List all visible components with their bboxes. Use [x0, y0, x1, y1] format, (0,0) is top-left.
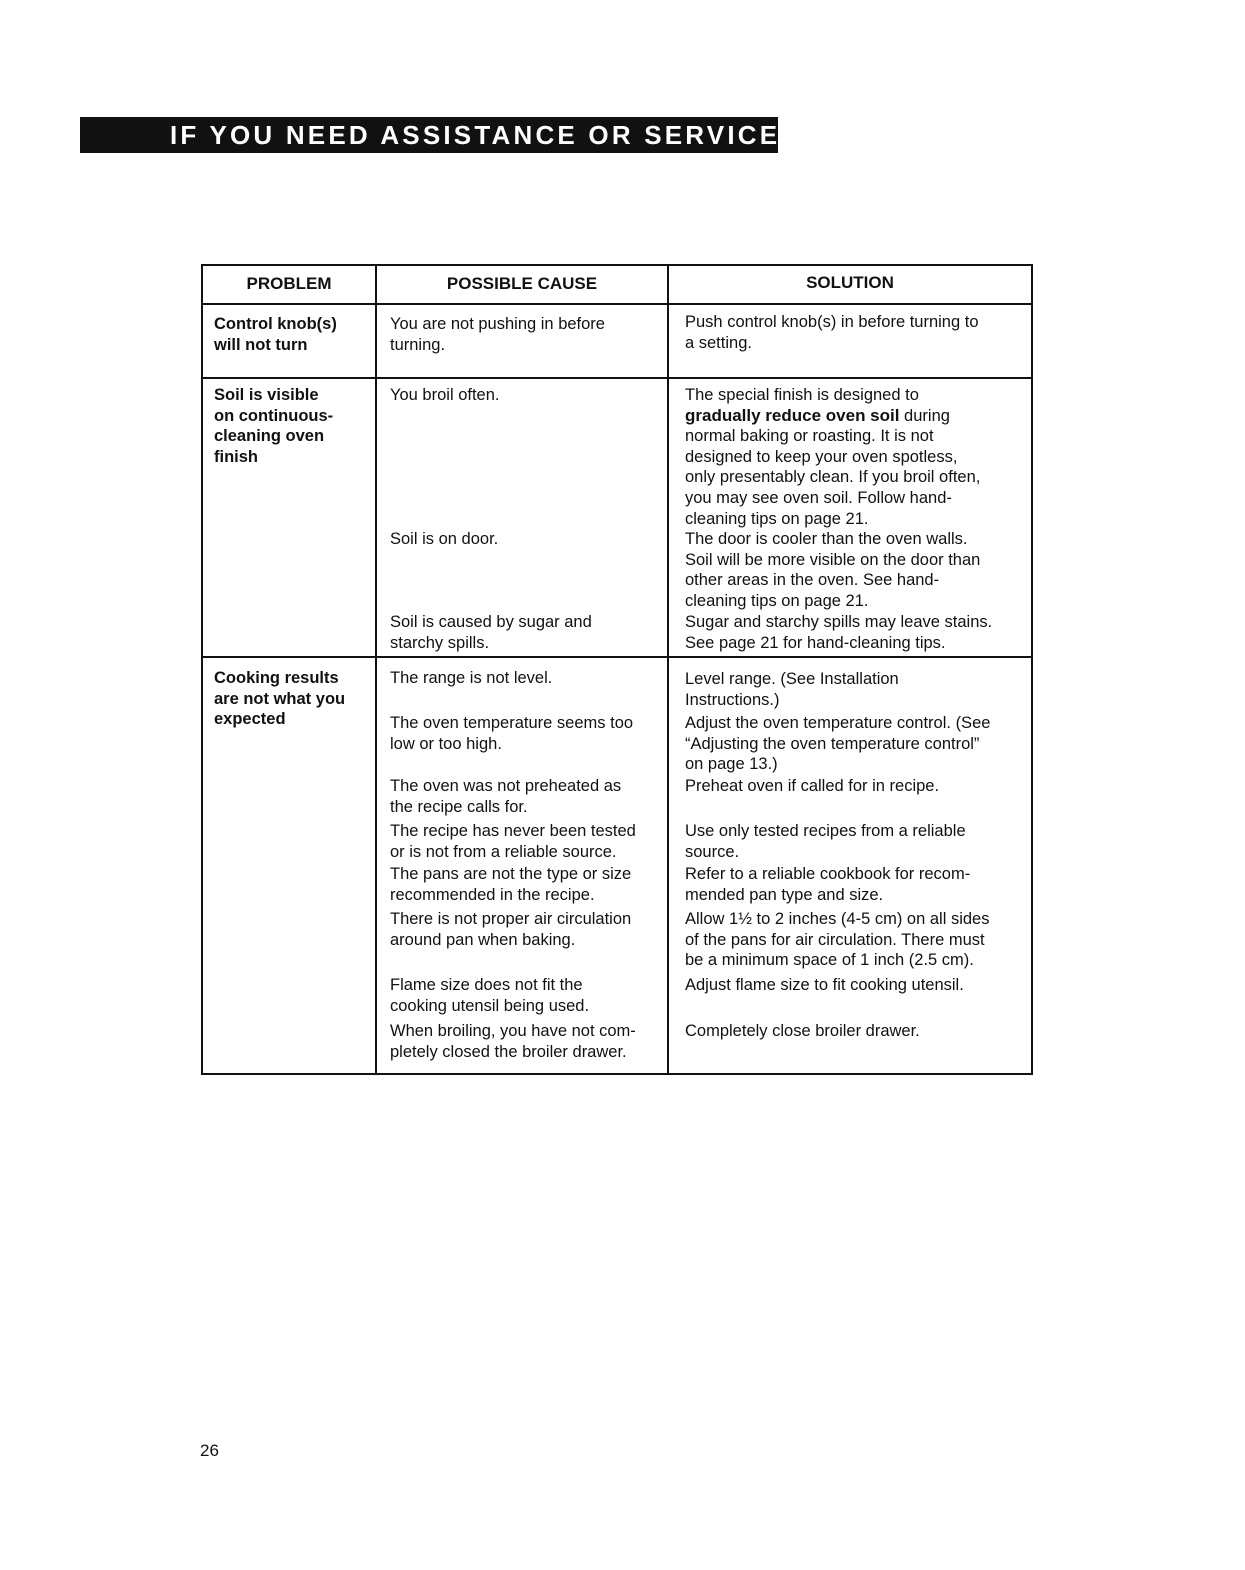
cause-text: The recipe has never been tested or is not from a reliable source.: [390, 822, 636, 861]
table-border-top: [201, 264, 1033, 266]
header-possible-cause: POSSIBLE CAUSE: [446, 274, 598, 293]
cause-text: You broil often.: [390, 386, 500, 404]
table-border-bottom: [201, 1073, 1033, 1075]
cause-text: Soil is on door.: [390, 530, 499, 548]
solution-text: Push control knob(s) in before turning to a setting.: [685, 313, 979, 352]
solution-text: Adjust flame size to fit cooking utensil.: [685, 976, 964, 994]
solution-text: The special finish is designed to gradually reduce oven soil during normal baking or roasting. It is not designed to keep your oven spotless, only presentably clean. If you broil often, you may see oven soil. Follow hand- cleaning tips on page 21.: [685, 386, 981, 528]
problem-cell: Control knob(s) will not turn: [214, 315, 337, 354]
page-number: 26: [200, 1441, 219, 1460]
problem-cell: Cooking results are not what you expected: [214, 669, 346, 729]
cause-text: The pans are not the type or size recommended in the recipe.: [390, 865, 632, 904]
solution-text: Refer to a reliable cookbook for recom- mended pan type and size.: [685, 865, 971, 904]
header-divider: [201, 303, 1033, 305]
solution-text: Sugar and starchy spills may leave stains. See page 21 for hand-cleaning tips.: [685, 613, 993, 652]
solution-text: Adjust the oven temperature control. (See “Adjusting the oven temperature control” on page 13.): [685, 714, 991, 774]
solution-text: Level range. (See Installation Instructions.): [685, 670, 899, 709]
row-divider-1: [201, 377, 1033, 379]
row-divider-2: [201, 656, 1033, 658]
solution-text: Completely close broiler drawer.: [685, 1022, 920, 1040]
cause-text: Soil is caused by sugar and starchy spills.: [390, 613, 592, 652]
table-border-right: [1031, 264, 1033, 1075]
column-divider-2: [667, 264, 669, 1075]
cause-text: The oven was not preheated as the recipe calls for.: [390, 777, 622, 816]
solution-text: Preheat oven if called for in recipe.: [685, 777, 940, 795]
header-solution: SOLUTION: [806, 273, 894, 292]
problem-cell: Soil is visible on continuous- cleaning oven finish: [214, 386, 334, 466]
cause-text: When broiling, you have not com- pletely closed the broiler drawer.: [390, 1022, 636, 1061]
section-banner: IF YOU NEED ASSISTANCE OR SERVICE: [80, 117, 778, 153]
cause-text: There is not proper air circulation around pan when baking.: [390, 910, 632, 949]
column-divider-1: [375, 264, 377, 1075]
solution-text: Allow 1½ to 2 inches (4-5 cm) on all sides of the pans for air circulation. There must be a minimum space of 1 inch (2.5 cm).: [685, 910, 990, 970]
table-border-left: [201, 264, 203, 1075]
cause-text: The range is not level.: [390, 669, 553, 687]
solution-text: The door is cooler than the oven walls. Soil will be more visible on the door than other areas in the oven. See hand- cleaning tips on page 21.: [685, 530, 981, 610]
cause-text: Flame size does not fit the cooking utensil being used.: [390, 976, 590, 1015]
cause-text: The oven temperature seems too low or too high.: [390, 714, 634, 753]
cause-text: You are not pushing in before turning.: [390, 315, 605, 354]
header-problem: PROBLEM: [246, 274, 332, 293]
solution-text: Use only tested recipes from a reliable source.: [685, 822, 966, 861]
